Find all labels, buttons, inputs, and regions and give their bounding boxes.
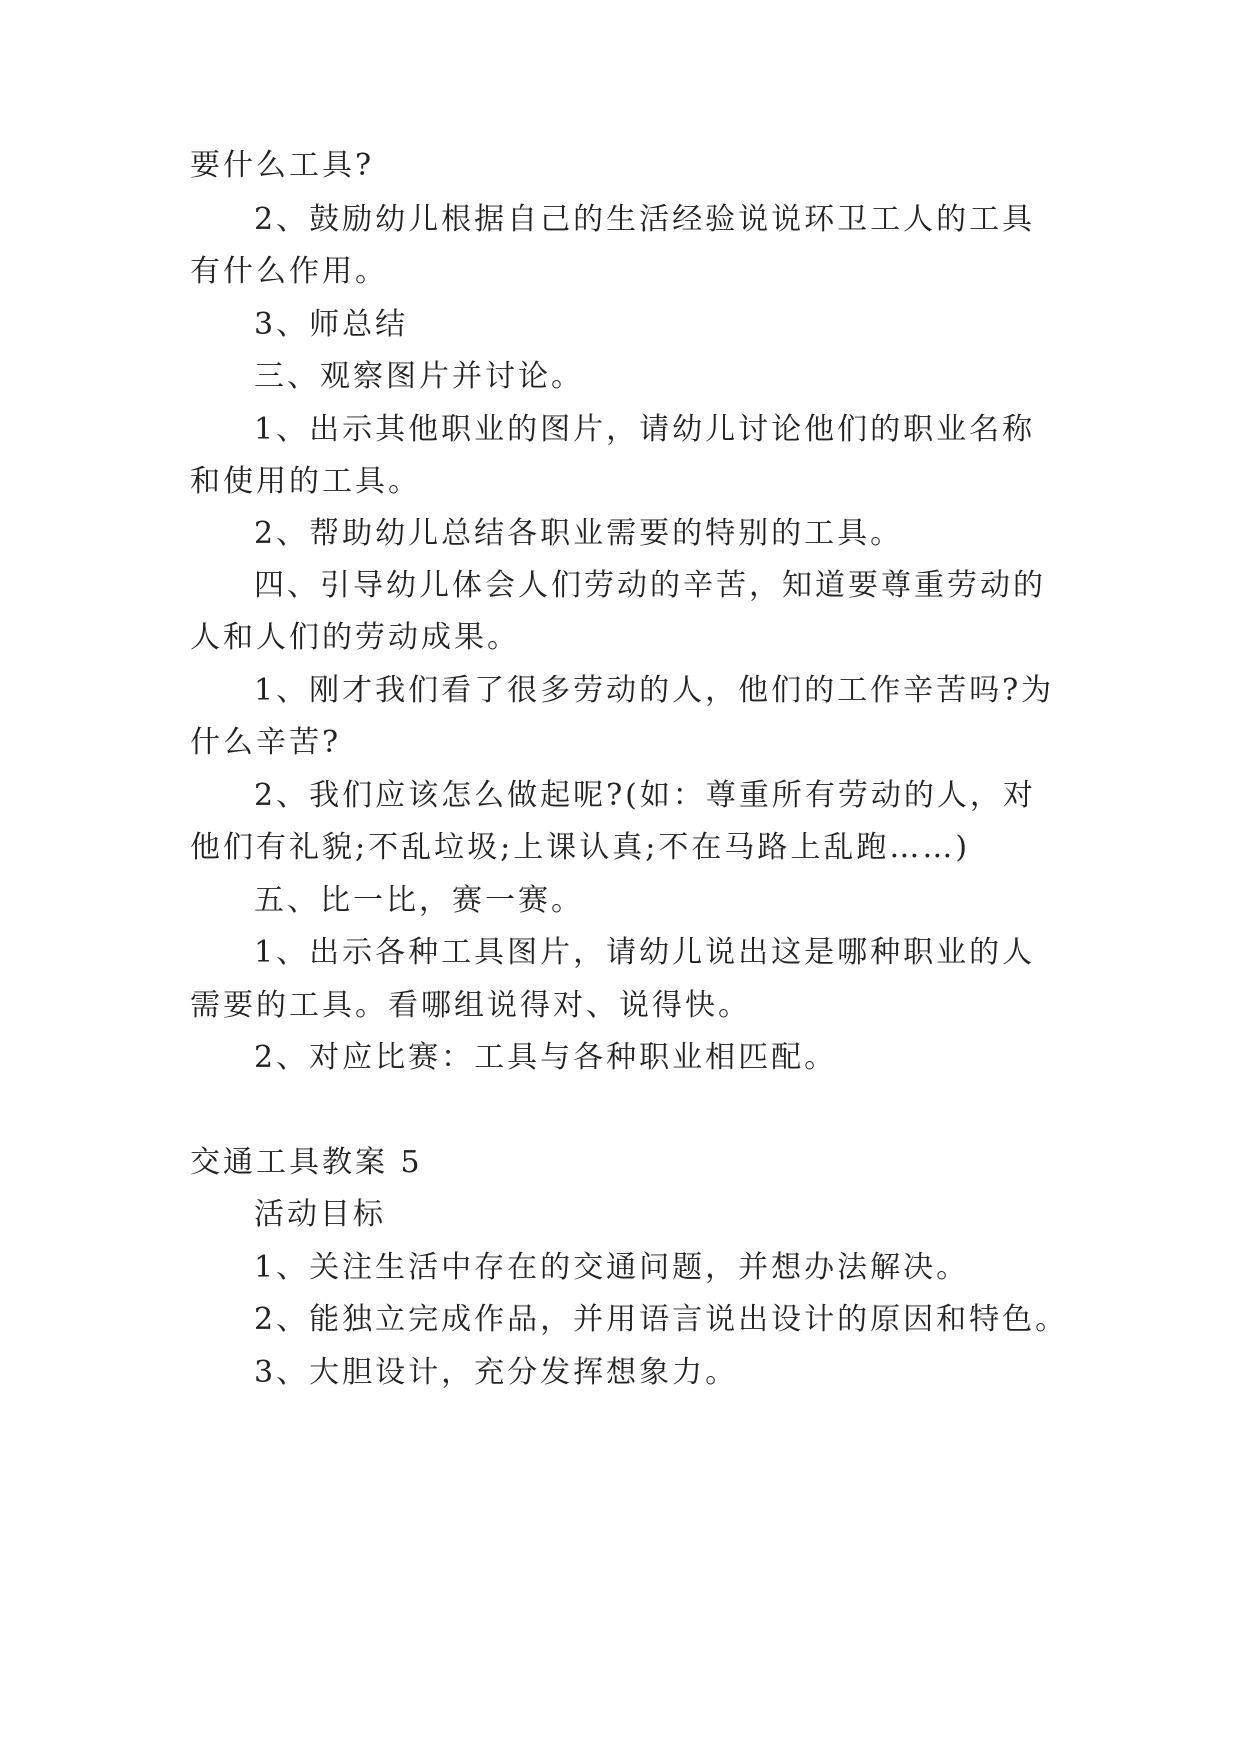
text-line: 需要的工具。看哪组说得对、说得快。	[190, 988, 751, 1023]
text-line: 2、能独立完成作品，并用语言说出设计的原因和特色。	[254, 1302, 1069, 1337]
text-line: 什么辛苦?	[190, 725, 342, 760]
text-line: 3、大胆设计，充分发挥想象力。	[254, 1355, 739, 1390]
text-line: 2、鼓励幼儿根据自己的生活经验说说环卫工人的工具	[254, 202, 1036, 237]
text-line: 1、出示各种工具图片，请幼儿说出这是哪种职业的人	[254, 935, 1036, 970]
text-line: 要什么工具?	[190, 148, 375, 183]
document-title: 交通工具教案 5	[190, 1145, 423, 1180]
section-heading: 三、观察图片并讨论。	[254, 359, 584, 394]
text-line: 有什么作用。	[190, 254, 388, 289]
text-line: 1、出示其他职业的图片，请幼儿讨论他们的职业名称	[254, 412, 1036, 447]
text-line: 2、对应比赛：工具与各种职业相匹配。	[254, 1040, 838, 1075]
section-heading: 五、比一比，赛一赛。	[254, 883, 584, 918]
text-line: 2、我们应该怎么做起呢?(如：尊重所有劳动的人，对	[254, 778, 1036, 813]
text-line: 他们有礼貌;不乱垃圾;上课认真;不在马路上乱跑……)	[190, 830, 971, 865]
text-line: 和使用的工具。	[190, 464, 421, 499]
section-heading: 活动目标	[254, 1197, 386, 1232]
text-line: 2、帮助幼儿总结各职业需要的特别的工具。	[254, 516, 904, 551]
text-line: 3、师总结	[254, 307, 409, 342]
text-line: 1、关注生活中存在的交通问题，并想办法解决。	[254, 1250, 970, 1285]
section-heading: 四、引导幼儿体会人们劳动的辛苦，知道要尊重劳动的	[254, 568, 1046, 603]
text-line: 1、刚才我们看了很多劳动的人，他们的工作辛苦吗?为	[254, 673, 1055, 708]
text-line: 人和人们的劳动成果。	[190, 620, 520, 655]
